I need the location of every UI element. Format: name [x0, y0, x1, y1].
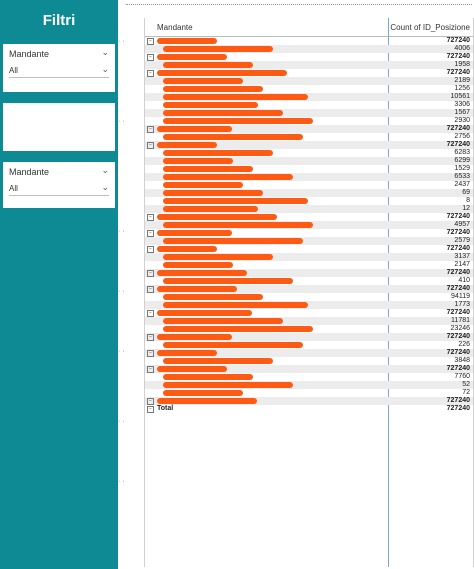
count-value: 69 — [462, 189, 470, 196]
count-value: 1567 — [454, 109, 470, 116]
count-value: 6299 — [454, 157, 470, 164]
count-value: 410 — [458, 277, 470, 284]
collapse-icon[interactable]: − — [147, 286, 154, 293]
matrix-detail-row[interactable] — [145, 157, 473, 165]
redaction-scribble — [163, 158, 233, 164]
matrix-group-row[interactable] — [145, 397, 473, 405]
matrix-group-row[interactable] — [145, 245, 473, 253]
redaction-scribble — [157, 310, 252, 316]
redaction-scribble — [157, 246, 217, 252]
mandante-slicer-2[interactable] — [3, 162, 115, 208]
redaction-scribble — [163, 390, 243, 396]
matrix-group-row[interactable] — [145, 37, 473, 45]
count-value: 1958 — [454, 61, 470, 68]
count-value: 23246 — [450, 325, 470, 332]
matrix-detail-row[interactable] — [145, 117, 473, 125]
count-value: 727240 — [446, 69, 470, 76]
count-value: 6533 — [454, 173, 470, 180]
redaction-scribble — [163, 382, 293, 388]
redaction-scribble — [157, 270, 247, 276]
count-value: 727240 — [446, 125, 470, 132]
count-value: 727240 — [446, 349, 470, 356]
count-value: 226 — [458, 341, 470, 348]
matrix-detail-row[interactable] — [145, 109, 473, 117]
count-value: 72 — [462, 389, 470, 396]
count-value: 727240 — [446, 37, 470, 44]
collapse-icon[interactable]: − — [147, 270, 154, 277]
count-value: 727240 — [446, 405, 470, 412]
matrix-detail-row[interactable] — [145, 149, 473, 157]
collapse-icon[interactable]: − — [147, 54, 154, 61]
redaction-scribble — [163, 222, 313, 228]
count-value: 3306 — [454, 101, 470, 108]
matrix-detail-row[interactable] — [145, 93, 473, 101]
count-value: 1773 — [454, 301, 470, 308]
collapse-icon[interactable]: − — [147, 350, 154, 357]
collapse-icon[interactable]: − — [147, 214, 154, 221]
redaction-scribble — [163, 86, 263, 92]
count-value: 2930 — [454, 117, 470, 124]
matrix-detail-row[interactable] — [145, 173, 473, 181]
redaction-scribble — [163, 78, 243, 84]
matrix-detail-row[interactable] — [145, 133, 473, 141]
chevron-down-icon[interactable]: ⌄ — [101, 182, 109, 192]
redaction-scribble — [163, 174, 293, 180]
matrix-detail-row[interactable] — [145, 293, 473, 301]
matrix-detail-row[interactable] — [145, 61, 473, 69]
matrix-group-row[interactable] — [145, 69, 473, 77]
redaction-scribble — [163, 262, 233, 268]
matrix-detail-row[interactable] — [145, 45, 473, 53]
filter-sidebar — [0, 0, 118, 569]
count-value: 1529 — [454, 165, 470, 172]
redaction-scribble — [163, 118, 313, 124]
count-value: 727240 — [446, 53, 470, 60]
redaction-scribble — [163, 326, 313, 332]
collapse-icon[interactable]: − — [147, 126, 154, 133]
count-value: 10561 — [450, 93, 470, 100]
count-value: 727240 — [446, 141, 470, 148]
count-value: 7760 — [454, 373, 470, 380]
redaction-scribble — [157, 334, 232, 340]
matrix-detail-row[interactable] — [145, 261, 473, 269]
count-value: 727240 — [446, 365, 470, 372]
count-value: 3848 — [454, 357, 470, 364]
matrix-detail-row[interactable] — [145, 317, 473, 325]
collapse-icon[interactable]: − — [147, 70, 154, 77]
column-header-mandante[interactable]: Mandante — [157, 23, 193, 32]
matrix-group-row[interactable] — [145, 269, 473, 277]
matrix-detail-row[interactable] — [145, 357, 473, 365]
blank-card — [3, 103, 115, 151]
chevron-down-icon[interactable]: ⌄ — [101, 165, 109, 175]
count-value: 4957 — [454, 221, 470, 228]
matrix-group-row[interactable] — [145, 285, 473, 293]
redaction-scribble — [163, 46, 273, 52]
count-value: 2147 — [454, 261, 470, 268]
count-value: 727240 — [446, 309, 470, 316]
redaction-scribble — [163, 342, 303, 348]
matrix-detail-row[interactable] — [145, 189, 473, 197]
redaction-scribble — [163, 278, 293, 284]
matrix-group-row[interactable] — [145, 53, 473, 61]
matrix-detail-row[interactable] — [145, 77, 473, 85]
count-value: 727240 — [446, 285, 470, 292]
matrix-group-row[interactable] — [145, 333, 473, 341]
redaction-scribble — [163, 102, 258, 108]
sidebar-title: Filtri — [42, 12, 76, 29]
redaction-scribble — [163, 238, 303, 244]
redaction-scribble — [163, 318, 283, 324]
collapse-icon[interactable]: − — [147, 334, 154, 341]
matrix-detail-row[interactable] — [145, 85, 473, 93]
matrix-detail-row[interactable] — [145, 205, 473, 213]
resize-handle-dots: · · — [118, 478, 125, 485]
collapse-icon[interactable]: − — [147, 142, 154, 149]
redaction-scribble — [163, 110, 283, 116]
mandante-slicer-1[interactable] — [3, 44, 115, 92]
matrix-header — [145, 18, 473, 37]
redaction-scribble — [163, 206, 258, 212]
matrix-detail-row[interactable] — [145, 277, 473, 285]
matrix-detail-row[interactable] — [145, 237, 473, 245]
matrix-total-row[interactable] — [145, 405, 473, 413]
total-label: Total — [157, 405, 174, 412]
redaction-scribble — [163, 150, 273, 156]
collapse-icon[interactable]: − — [147, 38, 154, 45]
column-header-count[interactable]: Count of ID_Posizione — [390, 23, 470, 32]
matrix-detail-row[interactable] — [145, 253, 473, 261]
redaction-scribble — [157, 214, 277, 220]
redaction-scribble — [163, 166, 253, 172]
matrix-detail-row[interactable] — [145, 341, 473, 349]
collapse-icon[interactable]: − — [147, 310, 154, 317]
redaction-scribble — [157, 398, 257, 404]
count-value: 6283 — [454, 149, 470, 156]
matrix-detail-row[interactable] — [145, 325, 473, 333]
matrix-detail-row[interactable] — [145, 381, 473, 389]
redaction-scribble — [163, 254, 273, 260]
redaction-scribble — [163, 302, 308, 308]
redaction-scribble — [157, 230, 232, 236]
matrix-detail-row[interactable] — [145, 181, 473, 189]
redaction-scribble — [163, 134, 303, 140]
count-value: 11781 — [451, 317, 470, 324]
count-value: 12 — [462, 205, 470, 212]
redaction-scribble — [157, 366, 227, 372]
count-value: 2437 — [454, 181, 470, 188]
redaction-scribble — [157, 142, 217, 148]
matrix-detail-row[interactable] — [145, 165, 473, 173]
collapse-icon[interactable]: − — [147, 246, 154, 253]
matrix-visual[interactable] — [144, 18, 474, 567]
count-value: 94119 — [451, 293, 470, 300]
slicer-label: Mandante — [9, 49, 50, 59]
matrix-group-row[interactable] — [145, 125, 473, 133]
matrix-detail-row[interactable] — [145, 101, 473, 109]
matrix-detail-row[interactable] — [145, 197, 473, 205]
matrix-group-row[interactable] — [145, 309, 473, 317]
resize-handle-dots: · · — [118, 38, 125, 45]
redaction-scribble — [163, 358, 273, 364]
resize-handle-dots: · · — [118, 288, 125, 295]
chevron-down-icon[interactable]: ⌄ — [101, 64, 109, 74]
slicer-dropdown-value[interactable]: All — [9, 66, 18, 75]
matrix-group-row[interactable] — [145, 213, 473, 221]
count-value: 52 — [462, 381, 470, 388]
matrix-rows — [145, 37, 473, 413]
redaction-scribble — [157, 350, 217, 356]
matrix-detail-row[interactable] — [145, 301, 473, 309]
redaction-scribble — [157, 54, 227, 60]
collapse-icon[interactable]: − — [147, 406, 154, 413]
count-value: 727240 — [446, 213, 470, 220]
collapse-icon[interactable]: − — [147, 230, 154, 237]
matrix-detail-row[interactable] — [145, 221, 473, 229]
redaction-scribble — [163, 374, 253, 380]
count-value: 3137 — [454, 253, 470, 260]
chevron-down-icon[interactable]: ⌄ — [101, 47, 109, 57]
collapse-icon[interactable]: − — [147, 366, 154, 373]
count-value: 727240 — [446, 269, 470, 276]
matrix-group-row[interactable] — [145, 229, 473, 237]
redaction-scribble — [157, 38, 217, 44]
resize-handle-dots: · · — [118, 118, 125, 125]
count-value: 8 — [466, 197, 470, 204]
matrix-group-row[interactable] — [145, 365, 473, 373]
redaction-scribble — [163, 62, 253, 68]
resize-handle-dots: · · — [118, 418, 125, 425]
count-value: 4006 — [454, 45, 470, 52]
redaction-scribble — [157, 286, 237, 292]
count-value: 727240 — [446, 333, 470, 340]
matrix-detail-row[interactable] — [145, 373, 473, 381]
count-value: 727240 — [446, 397, 470, 404]
resize-handle-dots: · · — [118, 348, 125, 355]
redaction-scribble — [163, 198, 308, 204]
collapse-icon[interactable]: − — [147, 398, 154, 405]
dropdown-underline — [9, 195, 109, 196]
count-value: 2756 — [454, 133, 470, 140]
matrix-detail-row[interactable] — [145, 389, 473, 397]
redaction-scribble — [163, 94, 308, 100]
redaction-scribble — [157, 126, 232, 132]
count-value: 2579 — [454, 237, 470, 244]
redaction-scribble — [163, 294, 263, 300]
dropdown-underline — [9, 77, 109, 78]
count-value: 2189 — [454, 77, 470, 84]
count-value: 1256 — [454, 85, 470, 92]
redaction-scribble — [157, 70, 287, 76]
redaction-scribble — [163, 182, 243, 188]
matrix-group-row[interactable] — [145, 349, 473, 357]
redaction-scribble — [163, 190, 263, 196]
resize-handle-dots: · · — [118, 228, 125, 235]
count-value: 727240 — [446, 229, 470, 236]
count-value: 727240 — [446, 245, 470, 252]
matrix-group-row[interactable] — [145, 141, 473, 149]
slicer-dropdown-value[interactable]: All — [9, 184, 18, 193]
slicer-label: Mandante — [9, 167, 50, 177]
visual-border-dots — [126, 4, 472, 5]
